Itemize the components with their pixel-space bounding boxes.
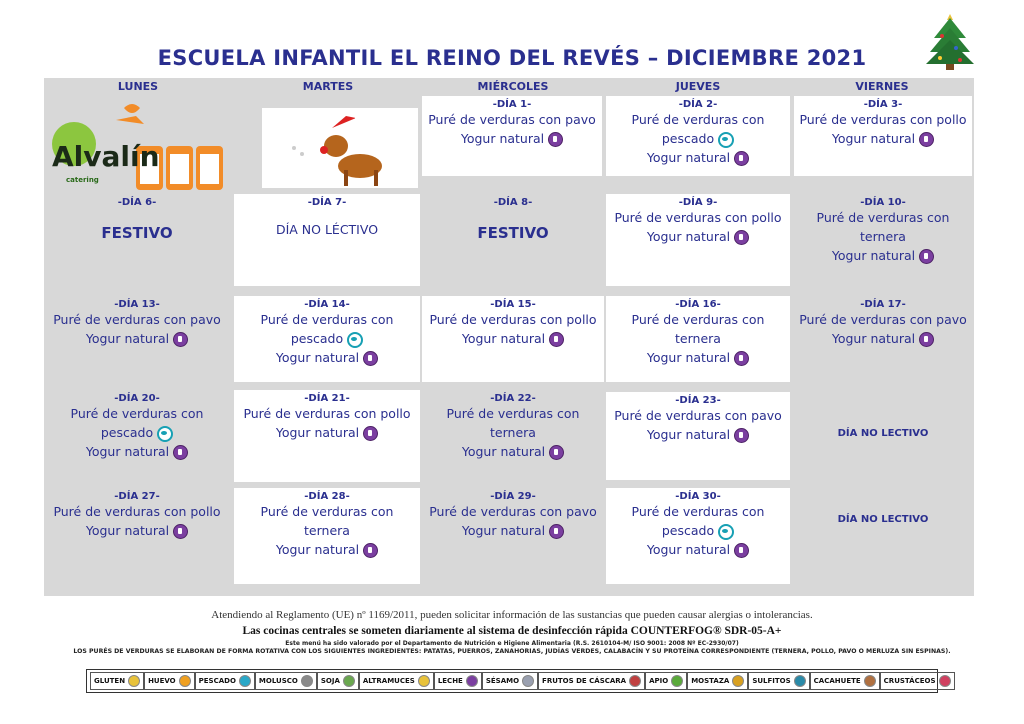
dish: Puré de verduras con pollo [53,504,221,519]
menu-day-28 [234,488,420,584]
menu-day-30 [606,488,790,584]
dessert: Yogur natural [85,444,170,459]
fish-allergen-icon [157,426,173,442]
dish: Puré de verduras con [631,312,765,327]
milk-allergen-icon [549,524,564,539]
dessert: Yogur natural [646,542,731,557]
header-viernes: VIERNES [855,80,909,93]
dessert: Yogur natural [461,444,546,459]
allergen-name: MOLUSCO [258,677,298,685]
day-label: -DÍA 20- [114,393,160,404]
allergen-legend-item [687,672,748,690]
allergen-name: ALTRAMUCES [362,677,415,685]
menu-day-20 [44,390,230,482]
dessert: Yogur natural [831,331,916,346]
menu-day-17 [794,296,972,382]
day-label: -DÍA 14- [304,299,350,310]
menu-day-8 [422,194,604,286]
allergen-legend-item [359,672,434,690]
fish-allergen-icon [718,524,734,540]
fish-allergen-icon [718,132,734,148]
dish: Puré de verduras con [446,406,580,421]
allergen-legend-item [748,672,809,690]
dessert: Yogur natural [460,131,545,146]
dish: Puré de verduras con pollo [799,112,967,127]
dessert: Yogur natural [85,331,170,346]
day-label: -DÍA 16- [675,299,721,310]
menu-day-23 [606,392,790,480]
allergen-icon [128,675,140,687]
ingredients-notice: LOS PURÉS DE VERDURAS SE ELABORAN DE FORMA ROTATIVA CON LOS SIGUIENTES INGREDIENTES: PATATAS, PUERROS, ZANAHORIAS, JUDÍAS VERDES, CALABACÍN Y SU PROTEÍNA CORRESPONDIENTE (TERNERA, POLLO, PAVO O MERLUZA SIN ESPINAS). [73,648,951,655]
allergen-name: SOJA [320,677,340,685]
dish: Puré de verduras con pavo [614,408,782,423]
milk-allergen-icon [919,332,934,347]
allergen-icon [629,675,641,687]
allergy-notice: Atendiendo al Reglamento (UE) nº 1169/2011, pueden solicitar información de las sustancias que pueden causar alergias o intolerancias. [211,609,813,621]
dessert: Yogur natural [646,150,731,165]
dish: Puré de verduras con [631,112,765,127]
allergen-icon [179,675,191,687]
header-miercoles: MIÉRCOLES [477,80,549,93]
allergen-icon [239,675,251,687]
allergen-icon [301,675,313,687]
allergen-icon [418,675,430,687]
dish-protein: ternera [490,425,536,440]
menu-day-29 [422,488,604,584]
milk-allergen-icon [734,543,749,558]
dish: Puré de verduras con pavo [799,312,967,327]
header-martes: MARTES [302,80,354,93]
dessert: Yogur natural [275,542,360,557]
dish: Puré de verduras con [70,406,204,421]
allergen-legend-item [434,672,482,690]
allergen-icon [343,675,355,687]
menu-day-9 [606,194,790,286]
day-label: -DÍA 2- [678,99,718,110]
dish-protein: pescado [661,523,715,538]
day-label: -DÍA 7- [307,197,347,208]
menu-day-22 [422,390,604,482]
dessert: Yogur natural [461,331,546,346]
allergen-legend-item [195,672,255,690]
milk-allergen-icon [548,132,563,147]
day-label: -DÍA 23- [675,395,721,406]
dessert: Yogur natural [275,350,360,365]
day-label: -DÍA 9- [678,197,718,208]
catering-logo [46,96,228,192]
dish: Puré de verduras con pollo [614,210,782,225]
holiday-label: FESTIVO [101,224,173,242]
day-label: -DÍA 8- [493,197,533,208]
dish-protein: ternera [675,331,721,346]
milk-allergen-icon [734,351,749,366]
menu-day-14 [234,296,420,382]
menu-day-24 [794,390,972,482]
no-school-label: DÍA NO LÉCTIVO [275,222,379,237]
menu-day-13 [44,296,230,382]
menu-day-10 [794,194,972,286]
allergen-legend-item [255,672,317,690]
day-label: -DÍA 10- [860,197,906,208]
dessert: Yogur natural [85,523,170,538]
dessert: Yogur natural [646,229,731,244]
allergen-icon [466,675,478,687]
menu-day-6 [44,194,230,286]
no-school-label: DÍA NO LECTIVO [837,514,929,525]
dish: Puré de verduras con pollo [243,406,411,421]
dessert: Yogur natural [831,248,916,263]
allergen-name: LECHE [437,677,463,685]
day-label: -DÍA 17- [860,299,906,310]
day-label: -DÍA 1- [492,99,532,110]
dish: Puré de verduras con pollo [429,312,597,327]
allergen-legend-item [538,672,645,690]
day-label: -DÍA 22- [490,393,536,404]
menu-day-31 [794,488,972,584]
dish-protein: pescado [290,331,344,346]
menu-day-15 [422,296,604,382]
allergen-icon [794,675,806,687]
allergen-name: SULFITOS [752,677,791,685]
day-label: -DÍA 27- [114,491,160,502]
day-label: -DÍA 30- [675,491,721,502]
no-school-label: DÍA NO LECTIVO [837,428,929,439]
allergen-name: SÉSAMO [485,677,520,685]
milk-allergen-icon [549,445,564,460]
allergen-name: FRUTOS DE CÁSCARA [542,677,627,685]
fish-allergen-icon [347,332,363,348]
dish-protein: pescado [661,131,715,146]
dessert: Yogur natural [275,425,360,440]
menu-day-27 [44,488,230,584]
milk-allergen-icon [919,249,934,264]
allergen-icon [671,675,683,687]
dish-protein: ternera [304,523,350,538]
allergen-legend-item [144,672,195,690]
nutrition-notice: Este menú ha sido valorado por el Departamento de Nutrición e Higiene Alimentaria (R.S. 2610104-M/ ISO 9001: 2008 Nº EC-2930/07) [285,640,739,647]
header-lunes: LUNES [117,80,159,93]
allergen-legend-item [880,672,955,690]
milk-allergen-icon [734,428,749,443]
brand-name: Alvalín [52,140,160,173]
day-label: -DÍA 3- [863,99,903,110]
allergen-icon [939,675,951,687]
allergen-legend-item [317,672,359,690]
allergen-legend-item [90,672,144,690]
holiday-label: FESTIVO [477,224,549,242]
reindeer-illustration [262,108,418,188]
allergen-legend [86,669,938,693]
dessert: Yogur natural [646,427,731,442]
dish: Puré de verduras con pavo [428,112,596,127]
milk-allergen-icon [734,230,749,245]
dish: Puré de verduras con [816,210,950,225]
day-label: -DÍA 13- [114,299,160,310]
dessert: Yogur natural [646,350,731,365]
allergen-icon [864,675,876,687]
milk-allergen-icon [549,332,564,347]
day-label: -DÍA 29- [490,491,536,502]
brand-sub: catering [66,176,99,184]
disinfection-notice: Las cocinas centrales se someten diariamente al sistema de desinfección rápida COUNTERFOG® SDR-05-A+ [242,625,782,637]
dish-protein: ternera [860,229,906,244]
allergen-name: APIO [649,677,669,685]
allergen-legend-item [810,672,880,690]
allergen-name: MOSTAZA [691,677,730,685]
milk-allergen-icon [173,445,188,460]
milk-allergen-icon [734,151,749,166]
menu-day-2 [606,96,790,176]
christmas-tree-icon [922,10,978,70]
allergen-legend-item [482,672,538,690]
day-label: -DÍA 6- [117,197,157,208]
allergen-icon [522,675,534,687]
allergen-name: CRUSTÁCEOS [883,677,936,685]
day-label: -DÍA 28- [304,491,350,502]
dessert: Yogur natural [831,131,916,146]
milk-allergen-icon [919,132,934,147]
day-label: -DÍA 21- [304,393,350,404]
dish: Puré de verduras con pavo [53,312,221,327]
menu-day-7 [234,194,420,286]
dessert: Yogur natural [461,523,546,538]
menu-day-16 [606,296,790,382]
allergen-icon [732,675,744,687]
milk-allergen-icon [173,524,188,539]
menu-day-3 [794,96,972,176]
allergen-name: GLUTEN [94,677,126,685]
allergen-legend-item [645,672,687,690]
menu-day-21 [234,390,420,482]
milk-allergen-icon [363,426,378,441]
allergen-name: CACAHUETE [813,677,861,685]
page-title: ESCUELA INFANTIL EL REINO DEL REVÉS – DICIEMBRE 2021 [157,46,867,70]
header-jueves: JUEVES [675,80,721,93]
dish: Puré de verduras con pavo [429,504,597,519]
milk-allergen-icon [173,332,188,347]
day-label: -DÍA 15- [490,299,536,310]
allergen-name: PESCADO [198,677,236,685]
milk-allergen-icon [363,351,378,366]
dish: Puré de verduras con [631,504,765,519]
dish: Puré de verduras con [260,312,394,327]
dish-protein: pescado [100,425,154,440]
allergen-name: HUEVO [148,677,176,685]
menu-day-1 [422,96,602,176]
milk-allergen-icon [363,543,378,558]
dish: Puré de verduras con [260,504,394,519]
